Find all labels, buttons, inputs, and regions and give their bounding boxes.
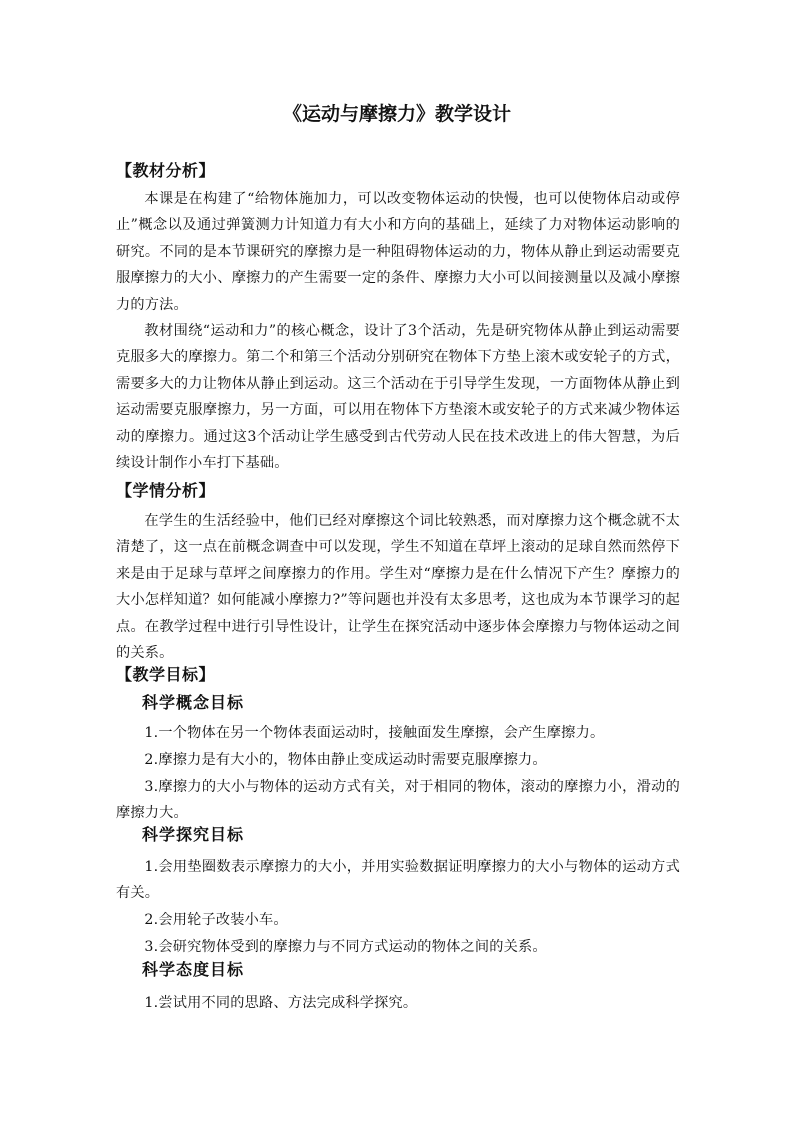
section-heading-teaching-goals: 【教学目标】 — [116, 665, 216, 684]
list-item: 3.摩擦力的大小与物体的运动方式有关，对于相同的物体，滚动的摩擦力小，滑动的摩擦力大。 — [116, 779, 680, 822]
list-item: 2.摩擦力是有大小的，物体由静止变成运动时需要克服摩擦力。 — [144, 752, 547, 768]
list-item: 1.会用垫圈数表示摩擦力的大小，并用实验数据证明摩擦力的大小与物体的运动方式有关。 — [116, 859, 680, 902]
paragraph: 教材围绕“运动和力”的核心概念，设计了3个活动，先是研究物体从静止到运动需要克服多大的摩擦力。第二个和第三个活动分别研究在物体下方垫上滚木或安轮子的方式，需要多大的力让物体从静止到运动。这三个活动在于引导学生发现，一方面物体从静止到运动需要克服摩擦力，另一方面，可以用在物体下方垫滚木或安轮子的方式来减少物体运动的摩擦力。通过这3个活动让学生感受到古代劳动人民在技术改进上的伟大智慧，为后续设计制作小车打下基础。 — [116, 323, 680, 472]
list-item: 2.会用轮子改装小车。 — [144, 912, 288, 928]
sub-heading-inquiry-goals: 科学探究目标 — [142, 825, 245, 844]
section-heading-textbook-analysis: 【教材分析】 — [116, 161, 216, 180]
document-title: 《运动与摩擦力》教学设计 — [282, 103, 511, 125]
sub-heading-attitude-goals: 科学态度目标 — [142, 960, 245, 979]
list-item: 3.会研究物体受到的摩擦力与不同方式运动的物体之间的关系。 — [144, 939, 547, 955]
section-heading-student-analysis: 【学情分析】 — [116, 481, 216, 500]
paragraph: 本课是在构建了“给物体施加力，可以改变物体运动的快慢，也可以使物体启动或停止”概念以及通过弹簧测力计知道力有大小和方向的基础上，延续了力对物体运动影响的研究。不同的是本节课研究的摩擦力是一种阻碍物体运动的力，物体从静止到运动需要克服摩擦力的大小、摩擦力的产生需要一定的条件、摩擦力大小可以间接测量以及减小摩擦力的方法。 — [116, 191, 680, 313]
sub-heading-concept-goals: 科学概念目标 — [142, 693, 245, 712]
list-item: 1.一个物体在另一个物体表面运动时，接触面发生摩擦，会产生摩擦力。 — [144, 725, 605, 741]
list-item: 1.尝试用不同的思路、方法完成科学探究。 — [144, 995, 418, 1011]
paragraph: 在学生的生活经验中，他们已经对摩擦这个词比较熟悉，而对摩擦力这个概念就不太清楚了，这一点在前概念调查中可以发现，学生不知道在草坪上滚动的足球自然而然停下来是由于足球与草坪之间摩擦力的作用。学生对“摩擦力是在什么情况下产生？摩擦力的大小怎样知道？如何能减小摩擦力?”等问题也并没有太多思考，这也成为本节课学习的起点。在教学过程中进行引导性设计，让学生在探究活动中逐步体会摩擦力与物体运动之间的关系。 — [116, 513, 680, 662]
